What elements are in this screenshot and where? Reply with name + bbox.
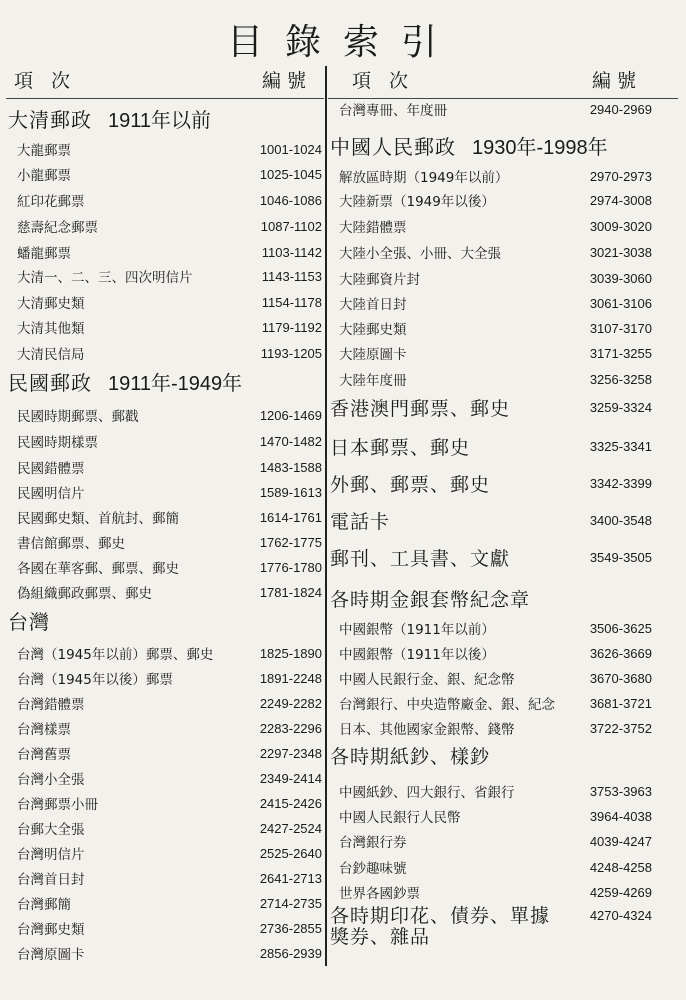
entry-number-range: 4248-4258 [589,859,652,875]
entry-number-range: 4039-4247 [589,833,652,849]
left-entry [8,316,322,338]
right-entry [330,342,652,364]
left-entry [8,241,322,263]
entry-label: 各國在華客郵、郵票、郵史 [17,561,179,577]
entry-number-range: 2970-2973 [589,168,652,184]
entry-label: 外郵、郵票、郵史 [330,473,491,496]
right-entry [330,98,652,120]
header-rule-left [6,98,324,99]
left-entry [8,481,322,503]
entry-number-range: 3549-3505 [589,549,652,565]
entry-number-range: 1891-2248 [259,670,322,686]
entry-number-range: 1001-1024 [259,141,322,157]
entry-number-range: 2714-2735 [259,895,322,911]
right-entry [330,317,652,339]
entry-number-range: 2641-2713 [259,870,322,886]
left-entry [8,265,322,287]
left-entry [8,717,322,739]
entry-label: 紅印花郵票 [17,194,85,210]
entry-label: 中國人民銀行人民幣 [339,810,461,826]
left-entry [8,556,322,578]
left-entry [8,506,322,528]
entry-label: 台灣（1945年以前）郵票、郵史 [17,647,214,663]
entry-number-range: 1483-1588 [259,459,322,475]
entry-label: 民國明信片 [17,486,85,502]
left-entry [8,163,322,185]
entry-number-range: 1103-1142 [261,244,322,260]
entry-number-range: 1087-1102 [260,218,322,234]
right-entry [330,856,652,878]
right-entry [330,805,652,827]
entry-number-range: 2856-2939 [259,945,322,961]
entry-label: 各時期紙鈔、樣鈔 [330,745,491,768]
entry-label: 大清郵史類 [17,296,85,312]
entry-label: 大清一、二、三、四次明信片 [17,270,193,286]
entry-number-range: 1781-1824 [259,584,322,600]
entry-number-range: 1154-1178 [261,294,322,310]
right-section-heading [330,131,652,159]
entry-number-range: 3722-3752 [589,720,652,736]
entry-label: 台灣首日封 [17,872,85,888]
section-year-range: 1911年以前 [108,109,212,132]
entry-label: 台灣錯體票 [17,697,85,713]
left-entry [8,917,322,939]
entry-label: 大陸郵史類 [339,322,407,338]
right-entry [330,667,652,689]
right-section-heading [330,543,652,571]
entry-label: 慈壽紀念郵票 [17,220,98,236]
entry-label: 台灣舊票 [17,747,71,763]
left-section-heading [8,104,322,132]
entry-number-range: 1025-1045 [259,166,322,182]
right-section-heading [330,584,652,612]
entry-label: 中國人民銀行金、銀、紀念幣 [339,672,515,688]
entry-label: 大龍郵票 [17,143,71,159]
entry-number-range: 1143-1153 [261,268,322,284]
left-entry [8,642,322,664]
left-entry [8,456,322,478]
left-entry [8,138,322,160]
entry-number-range: 1206-1469 [259,407,322,423]
entry-number-range: 2940-2969 [589,101,652,117]
left-entry [8,867,322,889]
entry-number-range: 2249-2282 [259,695,322,711]
entry-number-range: 3670-3680 [589,670,652,686]
entry-number-range: 3964-4038 [589,808,652,824]
entry-label: 郵刊、工具書、文獻 [330,547,511,570]
entry-number-range: 3039-3060 [589,270,652,286]
right-entry [330,292,652,314]
right-entry [330,241,652,263]
entry-label: 大陸原圖卡 [339,347,407,363]
entry-label: 電話卡 [330,510,391,533]
entry-label: 民國時期樣票 [17,435,98,451]
entry-label: 中國紙鈔、四大銀行、省銀行 [339,785,515,801]
entry-number-range: 3681-3721 [589,695,652,711]
right-entry [330,881,652,903]
entry-label: 台灣銀行、中央造幣廠金、銀、紀念 [339,697,555,713]
entry-label: 各時期金銀套幣紀念章 [330,588,531,611]
entry-label: 台灣郵票小冊 [17,797,98,813]
entry-label: 大清郵政 1911年以前 [8,107,212,132]
left-entry [8,581,322,603]
entry-number-range: 3506-3625 [589,620,652,636]
right-entry [330,692,652,714]
entry-number-range: 3171-3255 [589,345,652,361]
entry-label: 台灣郵簡 [17,897,71,913]
entry-number-range: 2427-2524 [259,820,322,836]
entry-number-range: 1179-1192 [261,319,322,335]
entry-number-range: 2349-2414 [259,770,322,786]
entry-label: 各時期印花、債券、單據 獎券、雜品 [330,905,551,948]
entry-label: 台灣郵史類 [17,922,85,938]
entry-number-range: 2297-2348 [259,745,322,761]
entry-number-range: 3021-3038 [589,244,652,260]
entry-label: 偽組織郵政郵票、郵史 [17,586,152,602]
entry-number-range: 3256-3258 [589,371,652,387]
entry-label: 台灣樣票 [17,722,71,738]
entry-number-range: 3107-3170 [589,320,652,336]
entry-number-range: 3259-3324 [589,399,652,415]
left-entry [8,817,322,839]
entry-label: 解放區時期（1949年以前） [339,170,509,186]
left-entry [8,742,322,764]
column-divider [325,66,327,966]
entry-label: 台鈔趣味號 [339,861,407,877]
left-header-number: 編號 [262,70,313,92]
section-year-range: 1930年-1998年 [472,136,608,159]
entry-number-range: 1614-1761 [259,509,322,525]
right-entry [330,780,652,802]
entry-number-range: 1762-1775 [259,534,322,550]
entry-label: 台郵大全張 [17,822,85,838]
right-header-number: 編號 [592,70,643,92]
right-section-heading [330,906,652,952]
entry-label: 民國時期郵票、郵戳 [17,409,139,425]
left-entry [8,842,322,864]
left-entry [8,404,322,426]
entry-number-range: 1193-1205 [260,345,322,361]
left-section-heading [8,367,322,395]
entry-label: 小龍郵票 [17,168,71,184]
right-section-heading [330,432,652,460]
left-entry [8,189,322,211]
entry-label: 中國銀幣（1911年以前） [339,622,495,638]
entry-number-range: 2736-2855 [259,920,322,936]
entry-label: 大陸年度冊 [339,373,407,389]
entry-label: 世界各國鈔票 [339,886,420,902]
left-entry [8,692,322,714]
right-entry [330,830,652,852]
right-entry [330,189,652,211]
entry-number-range: 3626-3669 [589,645,652,661]
entry-label: 日本、其他國家金銀幣、錢幣 [339,722,515,738]
entry-label: 台灣（1945年以後）郵票 [17,672,173,688]
right-section-heading [330,741,652,769]
entry-label: 台灣原圖卡 [17,947,85,963]
entry-number-range: 2283-2296 [259,720,322,736]
entry-label: 書信館郵票、郵史 [17,536,125,552]
entry-label: 台灣 [8,609,50,634]
entry-label: 蟠龍郵票 [17,246,71,262]
entry-label: 台灣小全張 [17,772,85,788]
entry-number-range: 1589-1613 [259,484,322,500]
left-entry [8,430,322,452]
entry-label: 大陸新票（1949年以後） [339,194,495,210]
right-entry [330,368,652,390]
page-title: 目錄索引 [226,22,459,63]
entry-number-range: 2525-2640 [259,845,322,861]
entry-number-range: 3400-3548 [589,512,652,528]
right-section-heading [330,506,652,534]
right-entry [330,215,652,237]
entry-number-range: 4270-4324 [589,908,652,923]
entry-label: 中國銀幣（1911年以後） [339,647,495,663]
entry-number-range: 3753-3963 [589,783,652,799]
entry-label: 民國郵史類、首航封、郵簡 [17,511,179,527]
left-entry [8,342,322,364]
entry-number-range: 3342-3399 [589,475,652,491]
left-entry [8,667,322,689]
right-entry [330,617,652,639]
entry-number-range: 4259-4269 [589,884,652,900]
entry-label: 日本郵票、郵史 [330,436,471,459]
entry-label: 台灣專冊、年度冊 [339,103,447,119]
entry-label: 大陸首日封 [339,297,407,313]
entry-number-range: 3061-3106 [589,295,652,311]
entry-label: 香港澳門郵票、郵史 [330,397,511,420]
entry-label: 中國人民郵政 1930年-1998年 [330,134,608,159]
entry-number-range: 2415-2426 [259,795,322,811]
entry-number-range: 3325-3341 [589,438,652,454]
left-section-heading [8,606,322,634]
entry-label: 民國郵政 1911年-1949年 [8,370,243,395]
entry-number-range: 1046-1086 [259,192,322,208]
entry-number-range: 1470-1482 [259,433,322,449]
entry-label: 台灣明信片 [17,847,85,863]
left-header-item: 項 次 [14,70,77,92]
left-entry [8,291,322,313]
entry-label: 大陸錯體票 [339,220,407,236]
entry-label: 大陸小全張、小冊、大全張 [339,246,501,262]
entry-number-range: 2974-3008 [589,192,652,208]
left-entry [8,792,322,814]
entry-label: 民國錯體票 [17,461,85,477]
right-entry [330,717,652,739]
entry-label: 大清民信局 [17,347,85,363]
entry-number-range: 1825-1890 [259,645,322,661]
right-entry [330,267,652,289]
left-entry [8,767,322,789]
left-entry [8,215,322,237]
left-entry [8,942,322,964]
right-entry [330,165,652,187]
right-section-heading [330,393,652,421]
entry-number-range: 1776-1780 [259,559,322,575]
right-header-item: 項 次 [352,70,415,92]
entry-label: 大陸郵資片封 [339,272,420,288]
right-entry [330,642,652,664]
left-entry [8,892,322,914]
left-entry [8,531,322,553]
entry-number-range: 3009-3020 [589,218,652,234]
right-section-heading [330,469,652,497]
section-year-range: 1911年-1949年 [108,372,243,395]
entry-label: 台灣銀行券 [339,835,407,851]
entry-label: 大清其他類 [17,321,85,337]
